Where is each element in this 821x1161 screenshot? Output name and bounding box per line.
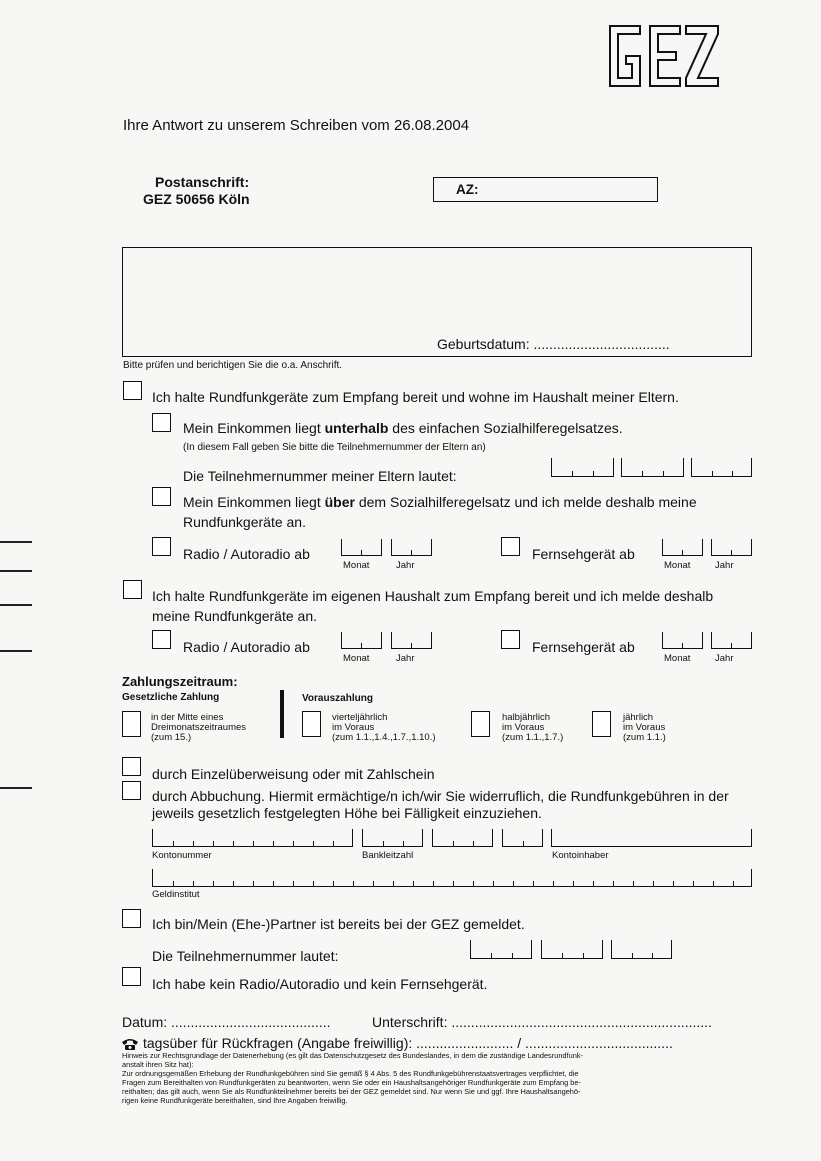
margin-mark: [0, 787, 32, 789]
radio-month-1[interactable]: [341, 539, 382, 556]
parent-number-segment-2[interactable]: [621, 458, 684, 477]
viertel-label: [332, 713, 436, 743]
margin-mark: [0, 650, 32, 652]
tv-month-2[interactable]: [662, 632, 703, 649]
income-above-checkbox[interactable]: [152, 487, 171, 506]
tv-label-1: Fernsehgerät ab: [532, 546, 635, 562]
mitte-checkbox[interactable]: [122, 711, 141, 737]
household-parents-checkbox[interactable]: [123, 381, 142, 400]
income-above-text-end: dem Sozialhilferegelsatz und ich melde deshalb meine: [354, 494, 697, 510]
viertel-line-3: (zum 1.1.,1.4.,1.7.,1.10.): [332, 732, 436, 743]
geldinstitut-label: Geldinstitut: [152, 889, 200, 900]
tv-year-1[interactable]: [711, 539, 752, 556]
partner-number-segment-3[interactable]: [611, 940, 672, 959]
mitte-label: [151, 713, 246, 743]
jahr-checkbox[interactable]: [592, 711, 611, 737]
partner-number-segment-2[interactable]: [541, 940, 603, 959]
kontonummer-label: Kontonummer: [152, 850, 212, 861]
margin-mark: [0, 541, 32, 543]
income-below-checkbox[interactable]: [152, 413, 171, 432]
radio-checkbox-2[interactable]: [152, 630, 171, 649]
parent-number-segment-1[interactable]: [551, 458, 614, 477]
halb-checkbox[interactable]: [471, 711, 490, 737]
partner-checkbox[interactable]: [122, 909, 141, 928]
check-note: Bitte prüfen und berichtigen Sie die o.a. Anschrift.: [123, 360, 343, 371]
kontonummer-field[interactable]: [152, 829, 353, 847]
margin-mark: [0, 570, 32, 572]
tv-checkbox-2[interactable]: [501, 630, 520, 649]
jahr-option-label: [623, 713, 666, 743]
az-field[interactable]: [433, 177, 658, 202]
income-below-note: (In diesem Fall geben Sie bitte die Teilnehmernummer der Eltern an): [183, 442, 486, 453]
jahr-label: Jahr: [396, 560, 415, 571]
parent-number-label: Die Teilnehmernummer meiner Eltern lautet:: [183, 468, 457, 484]
blz-field-1[interactable]: [362, 829, 423, 847]
zahlung-title: Zahlungszeitraum:: [122, 674, 238, 689]
geldinstitut-field[interactable]: [152, 869, 752, 887]
gez-logo: [606, 22, 721, 90]
halb-line-1: halbjährlich: [502, 712, 551, 723]
radio-year-1[interactable]: [391, 539, 432, 556]
voraus-label: Vorauszahlung: [302, 693, 373, 704]
monat-label: Monat: [343, 653, 370, 664]
income-above-text: Mein Einkommen liegt: [183, 494, 325, 510]
no-device-checkbox[interactable]: [122, 967, 141, 986]
az-label: AZ:: [456, 182, 479, 197]
address-box[interactable]: [122, 247, 752, 357]
blz-field-3[interactable]: [502, 829, 543, 847]
tv-month-1[interactable]: [662, 539, 703, 556]
household-parents-label: Ich halte Rundfunkgeräte zum Empfang bereit und wohne im Haushalt meiner Eltern.: [152, 389, 679, 405]
income-above-bold: über: [324, 494, 355, 510]
tv-label-2: Fernsehgerät ab: [532, 639, 635, 655]
mitte-line-2: Dreimonatszeitraumes: [151, 722, 247, 733]
hinweis-line: anstalt ihren Sitz hat):: [122, 1060, 194, 1069]
monat-label: Monat: [664, 560, 691, 571]
halb-line-3: (zum 1.1.,1.7.): [502, 732, 564, 743]
jahr-label: Jahr: [715, 560, 734, 571]
own-household-label: Ich halte Rundfunkgeräte im eigenen Haushalt zum Empfang bereit und ich melde deshalb: [152, 588, 714, 604]
margin-mark: [0, 604, 32, 606]
monat-label: Monat: [664, 653, 691, 664]
tv-year-2[interactable]: [711, 632, 752, 649]
unterschrift-field[interactable]: Unterschrift: ...................................................................: [372, 1014, 712, 1030]
partner-number-label: Die Teilnehmernummer lautet:: [152, 948, 339, 964]
income-below-label: [183, 420, 623, 436]
radio-year-2[interactable]: [391, 632, 432, 649]
einzel-label: durch Einzelüberweisung oder mit Zahlschein: [152, 766, 435, 782]
halb-line-2: im Voraus: [502, 722, 545, 733]
radio-label-2: Radio / Autoradio ab: [183, 639, 310, 655]
mitte-line-3: (zum 15.): [151, 732, 192, 743]
phone-field[interactable]: tagsüber für Rückfragen (Angabe freiwillig): ......................... / ......................................: [143, 1035, 673, 1051]
abbuchung-checkbox[interactable]: [122, 781, 141, 800]
radio-checkbox-1[interactable]: [152, 537, 171, 556]
viertel-checkbox[interactable]: [302, 711, 321, 737]
hinweis-line: reithalten; das gilt auch, wenn Sie als Rundfunkteilnehmer bereits bei der GEZ gemeldet sind. Nur wenn Sie und ggf. Ihre Haushaltsangehö-: [122, 1087, 581, 1096]
geburtsdatum-field: Geburtsdatum: ...................................: [437, 336, 670, 352]
postanschrift-address: GEZ 50656 Köln: [143, 191, 250, 207]
jahr-line-3: (zum 1.1.): [623, 732, 666, 743]
jahr-line-1: jährlich: [623, 712, 654, 723]
telephone-icon: [121, 1037, 139, 1051]
income-below-text: Mein Einkommen liegt: [183, 420, 325, 436]
gesetzlich-label: Gesetzliche Zahlung: [122, 692, 220, 703]
kontoinhaber-label: Kontoinhaber: [552, 850, 609, 861]
partner-number-segment-1[interactable]: [470, 940, 532, 959]
datum-field[interactable]: Datum: .........................................: [122, 1014, 331, 1030]
income-below-bold: unterhalb: [324, 420, 389, 436]
hinweis-line: Fragen zum Bereithalten von Rundfunkgeräten zu beantworten, wenn Sie oder ein Haushaltsangehöriger Rundfunkgeräte zum Empfang be-: [122, 1078, 581, 1087]
radio-month-2[interactable]: [341, 632, 382, 649]
viertel-line-2: im Voraus: [332, 722, 375, 733]
tv-checkbox-1[interactable]: [501, 537, 520, 556]
kontoinhaber-field[interactable]: [551, 829, 752, 847]
abbuchung-label: durch Abbuchung. Hiermit ermächtige/n ich/wir Sie widerruflich, die Rundfunkgebühren in der: [152, 788, 729, 804]
parent-number-segment-3[interactable]: [691, 458, 752, 477]
blz-label: Bankleitzahl: [362, 850, 414, 861]
einzel-checkbox[interactable]: [122, 757, 141, 776]
jahr-line-2: im Voraus: [623, 722, 666, 733]
hinweis-text: [122, 1051, 762, 1105]
abbuchung-label-line2: jeweils gesetzlich festgelegten Höhe bei Fälligkeit einzuziehen.: [152, 805, 542, 821]
own-household-label-line2: meine Rundfunkgeräte an.: [152, 608, 317, 624]
postanschrift-label: Postanschrift:: [155, 174, 250, 190]
hinweis-line: Zur ordnungsgemäßen Erhebung der Rundfunkgebühren sind Sie gemäß § 4 Abs. 5 des Rundfunkgebührenstaatsvertrages verpflichtet, die: [122, 1069, 579, 1078]
jahr-label: Jahr: [715, 653, 734, 664]
no-device-label: Ich habe kein Radio/Autoradio und kein Fernsehgerät.: [152, 976, 488, 992]
halb-label: [502, 713, 563, 743]
monat-label: Monat: [343, 560, 370, 571]
viertel-line-1: vierteljährlich: [332, 712, 388, 723]
income-above-label: [183, 494, 697, 510]
divider: [280, 690, 284, 738]
income-above-label-line2: Rundfunkgeräte an.: [183, 514, 306, 530]
radio-label-1: Radio / Autoradio ab: [183, 546, 310, 562]
page-title: Ihre Antwort zu unserem Schreiben vom 26.08.2004: [123, 117, 470, 134]
jahr-label: Jahr: [396, 653, 415, 664]
income-below-text-end: des einfachen Sozialhilferegelsatzes.: [388, 420, 623, 436]
mitte-line-1: in der Mitte eines: [151, 712, 224, 723]
blz-field-2[interactable]: [432, 829, 493, 847]
own-household-checkbox[interactable]: [123, 580, 142, 599]
hinweis-line: rigen keine Rundfunkgeräte bereithalten, sind Ihre Angaben freiwillig.: [122, 1096, 348, 1105]
partner-label: Ich bin/Mein (Ehe-)Partner ist bereits bei der GEZ gemeldet.: [152, 916, 525, 932]
hinweis-line: Hinweis zur Rechtsgrundlage der Datenerhebung (es gilt das Datenschutzgesetz des Bundeslandes, in dem die zuständige Landesrundfunk-: [122, 1051, 583, 1060]
